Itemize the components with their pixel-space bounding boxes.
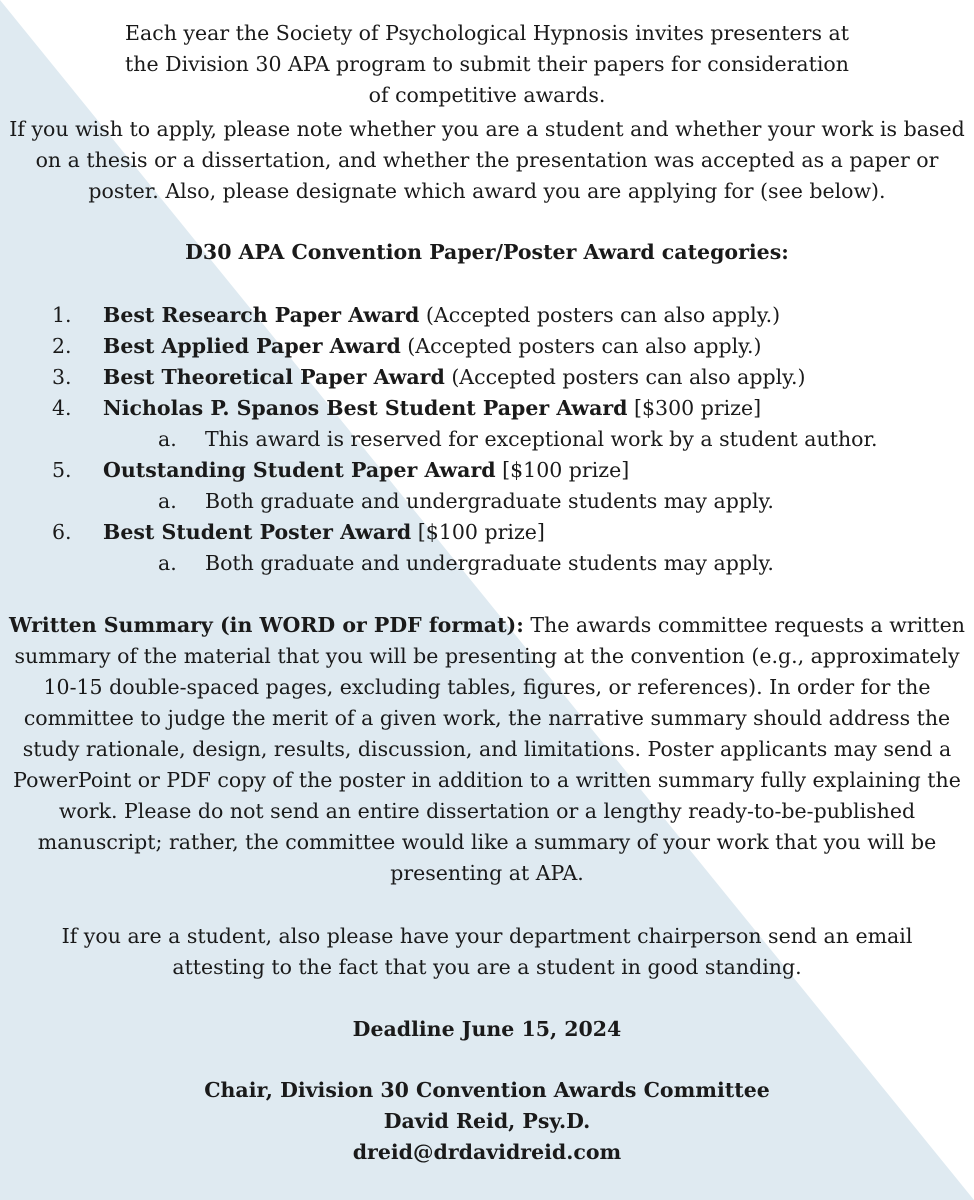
award-number: 3. (52, 365, 72, 389)
written-summary-label: Written Summary (in WORD or PDF format): (9, 613, 524, 637)
subitem-text: Both graduate and undergraduate students may apply. (205, 489, 774, 513)
written-summary-text: The awards committee requests a written summary of the material that you will be presenting at the convention (e.g., approximately 10-15 double-spaced pages, excluding tables, figures, or references). In order for the committee to judge the merit of a given work, the narrative summary should address the study rationale, design, results, discussion, and limitations. Poster applicants may send a PowerPoint or PDF copy of the poster in addition to a written summary fully explaining the work. Please do not send an entire dissertation or a lengthy ready-to-be-published manuscript; rather, the committee would like a summary of your work that you will be presenting at APA. (13, 613, 965, 885)
subitem-letter: a. (158, 427, 177, 451)
award-subitem (0, 424, 974, 455)
award-number: 6. (52, 520, 72, 544)
award-subitem (0, 486, 974, 517)
intro-paragraph: Each year the Society of Psychological Hypnosis invites presenters at the Division 30 APA program to submit their papers for consideration of competitive awards. (125, 21, 849, 107)
committee-chair-title: Chair, Division 30 Convention Awards Committee (204, 1078, 770, 1102)
instructions-paragraph: If you wish to apply, please note whether you are a student and whether your work is based on a thesis or a dissertation, and whether the presentation was accepted as a paper or poster. Also, please designate which award you are applying for (see below). (9, 117, 965, 203)
categories-heading: D30 APA Convention Paper/Poster Award categories: (185, 240, 789, 264)
award-item (0, 455, 974, 486)
chair-name: David Reid, Psy.D. (383, 1109, 591, 1133)
award-note: (Accepted posters can also apply.) (400, 334, 762, 358)
award-number: 4. (52, 396, 72, 420)
award-item (0, 393, 974, 424)
award-subitem (0, 548, 974, 579)
subitem-text: This award is reserved for exceptional work by a student author. (205, 427, 878, 451)
award-number: 5. (52, 458, 72, 482)
award-name: Nicholas P. Spanos Best Student Paper Award (103, 396, 628, 420)
award-name: Best Theoretical Paper Award (103, 365, 445, 389)
deadline: Deadline June 15, 2024 (352, 1017, 622, 1041)
award-item (0, 362, 974, 393)
award-name: Best Research Paper Award (103, 303, 420, 327)
award-name: Best Student Poster Award (103, 520, 412, 544)
award-number: 1. (52, 303, 72, 327)
award-note: [$300 prize] (627, 396, 762, 420)
award-name: Best Applied Paper Award (103, 334, 401, 358)
award-note: (Accepted posters can also apply.) (444, 365, 806, 389)
award-item (0, 300, 974, 331)
subitem-letter: a. (158, 551, 177, 575)
student-note-paragraph: If you are a student, also please have your department chairperson send an email attesting to the fact that you are a student in good standing. (61, 924, 913, 979)
award-number: 2. (52, 334, 72, 358)
award-note: (Accepted posters can also apply.) (419, 303, 781, 327)
award-name: Outstanding Student Paper Award (103, 458, 496, 482)
award-item (0, 517, 974, 548)
subitem-letter: a. (158, 489, 177, 513)
chair-email: dreid@drdavidreid.com (352, 1140, 622, 1164)
award-note: [$100 prize] (411, 520, 545, 544)
award-list (0, 300, 974, 579)
subitem-text: Both graduate and undergraduate students may apply. (205, 551, 774, 575)
award-note: [$100 prize] (495, 458, 630, 482)
award-item (0, 331, 974, 362)
written-summary-paragraph (6, 610, 968, 889)
